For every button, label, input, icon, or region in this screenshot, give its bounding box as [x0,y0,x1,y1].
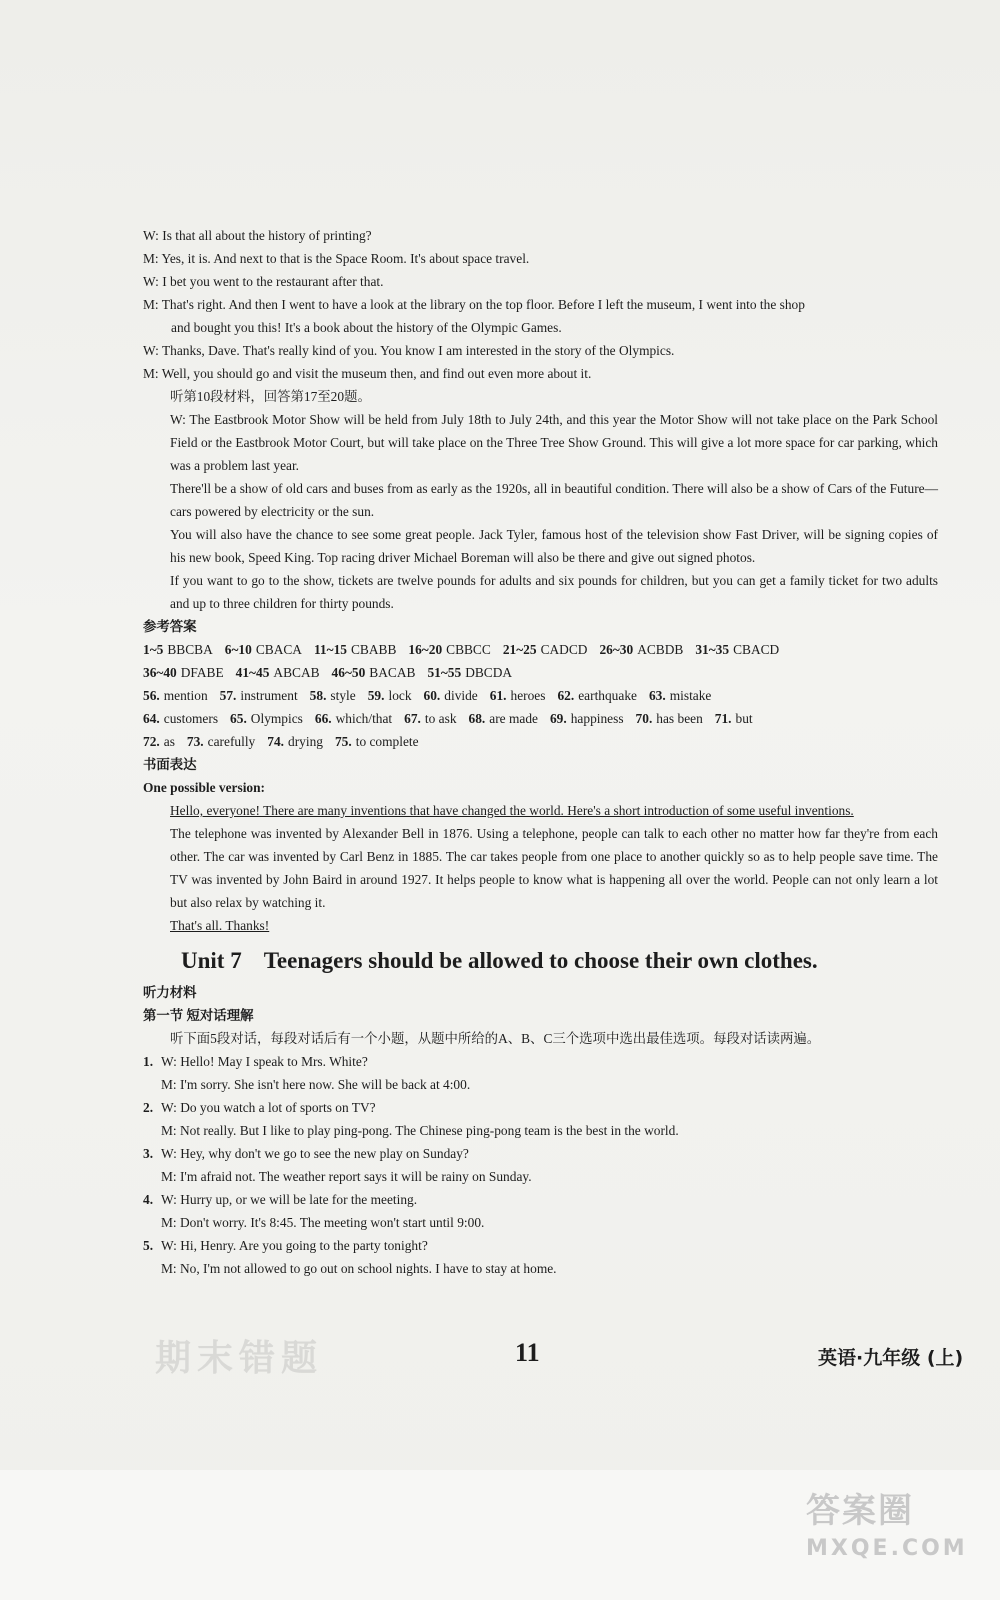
man-line: M: I'm afraid not. The weather report says it will be rainy on Sunday. [161,1169,532,1184]
word-answer-row-1 [143,684,938,707]
question-number: 74. [267,734,284,749]
speaker-label: M [143,251,155,266]
answer-range: 16~20 [408,642,443,657]
dialogue-answer [143,1257,938,1280]
speaker-label: M [143,366,155,381]
passage-paragraph: There'll be a show of old cars and buses from as early as the 1920s, all in beautiful condition. There will also be a show of Cars of the Future—cars powered by electricity or the sun. [170,481,938,519]
answer-range: 51~55 [427,665,462,680]
question-number: 70. [635,711,653,726]
passage-paragraph: W: The Eastbrook Motor Show will be held from July 18th to July 24th, and this year the Motor Show will not take place on the Park School Field or the Eastbrook Motor Court, but will take place on the Three Tree Show Ground. This will give a lot more space for car parking, which was a problem last year. [170,412,938,473]
word-answer: heroes [510,688,546,703]
speaker-label: W [143,274,156,289]
question-number: 66. [314,711,332,726]
passage-paragraph: If you want to go to the show, tickets are twelve pounds for adults and six pounds for children, but you can get a family ticket for two adults and up to three children for thirty pounds. [170,573,938,611]
question-number: 61. [489,688,507,703]
word-answer-row-2 [143,707,938,730]
word-answer: carefully [207,734,256,749]
footer-subject: 英语·九年级 (上) [818,1347,964,1369]
question-number: 56. [143,688,160,703]
short-dialogues [143,1050,938,1280]
dialogue-line [143,316,938,339]
essay-intro: Hello, everyone! There are many inventions that have changed the world. Here's a short introduction of some useful inventions. [170,803,854,818]
word-answer: instrument [240,688,298,703]
answer-value: ABCAB [273,665,320,680]
page-number: 11 [515,1338,540,1367]
question-number: 68. [468,711,486,726]
question-number: 5. [143,1238,154,1253]
woman-line: W: Do you watch a lot of sports on TV? [161,1100,376,1115]
answer-value: CADCD [540,642,588,657]
essay-end: That's all. Thanks! [170,918,270,933]
word-answer: to complete [355,734,419,749]
word-answer: customers [163,711,219,726]
dialogue-text: Yes, it is. And next to that is the Space Room. It's about space travel. [161,251,530,266]
answer-row-1 [143,638,938,661]
question-number: 60. [423,688,441,703]
answer-row-2 [143,661,938,684]
dialogue-question [143,1142,938,1165]
man-line: M: I'm sorry. She isn't here now. She will be back at 4:00. [161,1077,471,1092]
dialogue-line: W: Is that all about the history of printing? [143,228,372,243]
writing-heading: 书面表达 [143,757,197,772]
answer-range: 46~50 [331,665,366,680]
question-number: 72. [143,734,160,749]
question-number: 63. [648,688,666,703]
woman-line: W: Hi, Henry. Are you going to the party tonight? [161,1238,428,1253]
watermark-logo [806,1483,976,1583]
word-answer: which/that [335,711,393,726]
dialogue-line: M: Well, you should go and visit the museum then, and find out even more about it. [143,366,592,381]
question-number: 71. [714,711,732,726]
answer-value: DFABE [180,665,224,680]
answer-value: BBCBA [167,642,213,657]
word-answer: drying [288,734,323,749]
woman-line: W: Hurry up, or we will be late for the meeting. [161,1192,418,1207]
dialogue-answer [143,1211,938,1234]
answer-range: 6~10 [224,642,252,657]
dialogue-text: I bet you went to the restaurant after that. [162,274,384,289]
version-label: One possible version: [143,780,266,795]
question-number: 1. [143,1054,154,1069]
word-answer: style [330,688,356,703]
word-answer: happiness [570,711,624,726]
question-number: 58. [309,688,327,703]
answer-range: 31~35 [695,642,730,657]
answer-range: 36~40 [143,665,177,680]
answer-range: 26~30 [599,642,634,657]
word-answer: divide [444,688,478,703]
word-answer: has been [656,711,703,726]
section10-heading: 听第10段材料，回答第17至20题。 [170,389,371,404]
question-number: 57. [219,688,237,703]
answer-value: CBABB [350,642,397,657]
dialogue-text: That's right. And then I went to have a look at the library on the top floor. Before I left the museum, I went into the shop [161,297,805,312]
dialogue-answer [143,1073,938,1096]
word-answer: are made [489,711,538,726]
unit-number: Unit 7 [181,948,242,973]
question-number: 4. [143,1192,154,1207]
word-answer: earthquake [578,688,637,703]
dialogue-question [143,1234,938,1257]
question-number: 73. [186,734,204,749]
section1-heading: 第一节 短对话理解 [143,1008,254,1023]
answer-range: 21~25 [502,642,537,657]
question-number: 65. [230,711,247,726]
watermark-top: 答案圈 [806,1491,914,1531]
answer-range: 41~45 [235,665,270,680]
word-answer-row-3 [143,730,938,753]
answer-range: 11~15 [313,642,347,657]
question-number: 59. [367,688,385,703]
word-answer: lock [388,688,412,703]
dialogue-text: and bought you this! It's a book about the history of the Olympic Games. [171,320,562,335]
word-answer: mention [163,688,208,703]
dialogue-answer [143,1165,938,1188]
dialogue-text: Is that all about the history of printing? [162,228,372,243]
passage-paragraph: You will also have the chance to see some great people. Jack Tyler, famous host of the television show Fast Driver, will be signing copies of his new book, Speed King. Top racing driver Michael Boreman will also be there and give out signed photos. [170,527,938,565]
word-answer: to ask [424,711,457,726]
dialogue-answer [143,1119,938,1142]
answer-value: BACAB [369,665,416,680]
question-number: 2. [143,1100,154,1115]
answer-value: ACBDB [637,642,684,657]
dialogue-question [143,1096,938,1119]
page-content [143,224,938,1280]
dialogue-line: M: That's right. And then I went to have a look at the library on the top floor. Before I left the museum, I went into the shop [143,297,805,312]
dialogue-line: W: Thanks, Dave. That's really kind of you. You know I am interested in the story of the Olympics. [143,343,675,358]
woman-line: W: Hey, why don't we go to see the new play on Sunday? [161,1146,469,1161]
question-number: 64. [143,711,160,726]
dialogue-question [143,1188,938,1211]
dialogue-line: W: I bet you went to the restaurant after that. [143,274,384,289]
woman-line: W: Hello! May I speak to Mrs. White? [161,1054,368,1069]
watermark-bottom: MXQE.COM [806,1536,968,1561]
man-line: M: Not really. But I like to play ping-pong. The Chinese ping-pong team is the best in the world. [161,1123,679,1138]
question-number: 3. [143,1146,154,1161]
man-line: M: No, I'm not allowed to go out on school nights. I have to stay at home. [161,1261,557,1276]
unit-title [181,941,938,981]
word-answer: but [735,711,753,726]
answer-value: DBCDA [465,665,513,680]
dialogue-line: M: Yes, it is. And next to that is the Space Room. It's about space travel. [143,251,530,266]
speaker-label: M [143,297,155,312]
unit-title-text: Teenagers should be allowed to choose their own clothes. [263,948,818,973]
listening-heading: 听力材料 [143,985,197,1000]
answer-range: 1~5 [143,642,164,657]
answer-value: CBBCC [446,642,491,657]
word-answer: as [163,734,175,749]
speaker-label: W [143,343,156,358]
word-answer: mistake [669,688,712,703]
question-number: 75. [334,734,352,749]
answers-heading: 参考答案 [143,619,197,634]
section1-instruction: 听下面5段对话，每段对话后有一个小题，从题中所给的A、B、C三个选项中选出最佳选项。每段对话读两遍。 [170,1031,821,1046]
question-number: 62. [557,688,575,703]
dialogue-text: Well, you should go and visit the museum then, and find out even more about it. [161,366,592,381]
dialogue-question [143,1050,938,1073]
man-line: M: Don't worry. It's 8:45. The meeting won't start until 9:00. [161,1215,485,1230]
passage-block [143,408,938,615]
question-number: 69. [549,711,567,726]
word-answer: Olympics [250,711,303,726]
question-number: 67. [404,711,421,726]
answer-value: CBACA [255,642,302,657]
dialogue-text: Thanks, Dave. That's really kind of you. You know I am interested in the story of the Olympics. [161,343,675,358]
speaker-label: W [143,228,156,243]
answer-value: CBACD [733,642,780,657]
dialogue-block [143,224,938,385]
stamp-logo: 期末错题 [155,1337,324,1379]
essay-body: The telephone was invented by Alexander Bell in 1876. Using a telephone, people can talk to each other no matter how far they're from each other. The car was invented by Carl Benz in 1885. The car takes people from one place to another quickly so as to help people save time. The TV was invented by John Baird in around 1927. It helps people to know what is happening all over the world. People can not only learn a lot but also relax by watching it. [170,826,938,910]
